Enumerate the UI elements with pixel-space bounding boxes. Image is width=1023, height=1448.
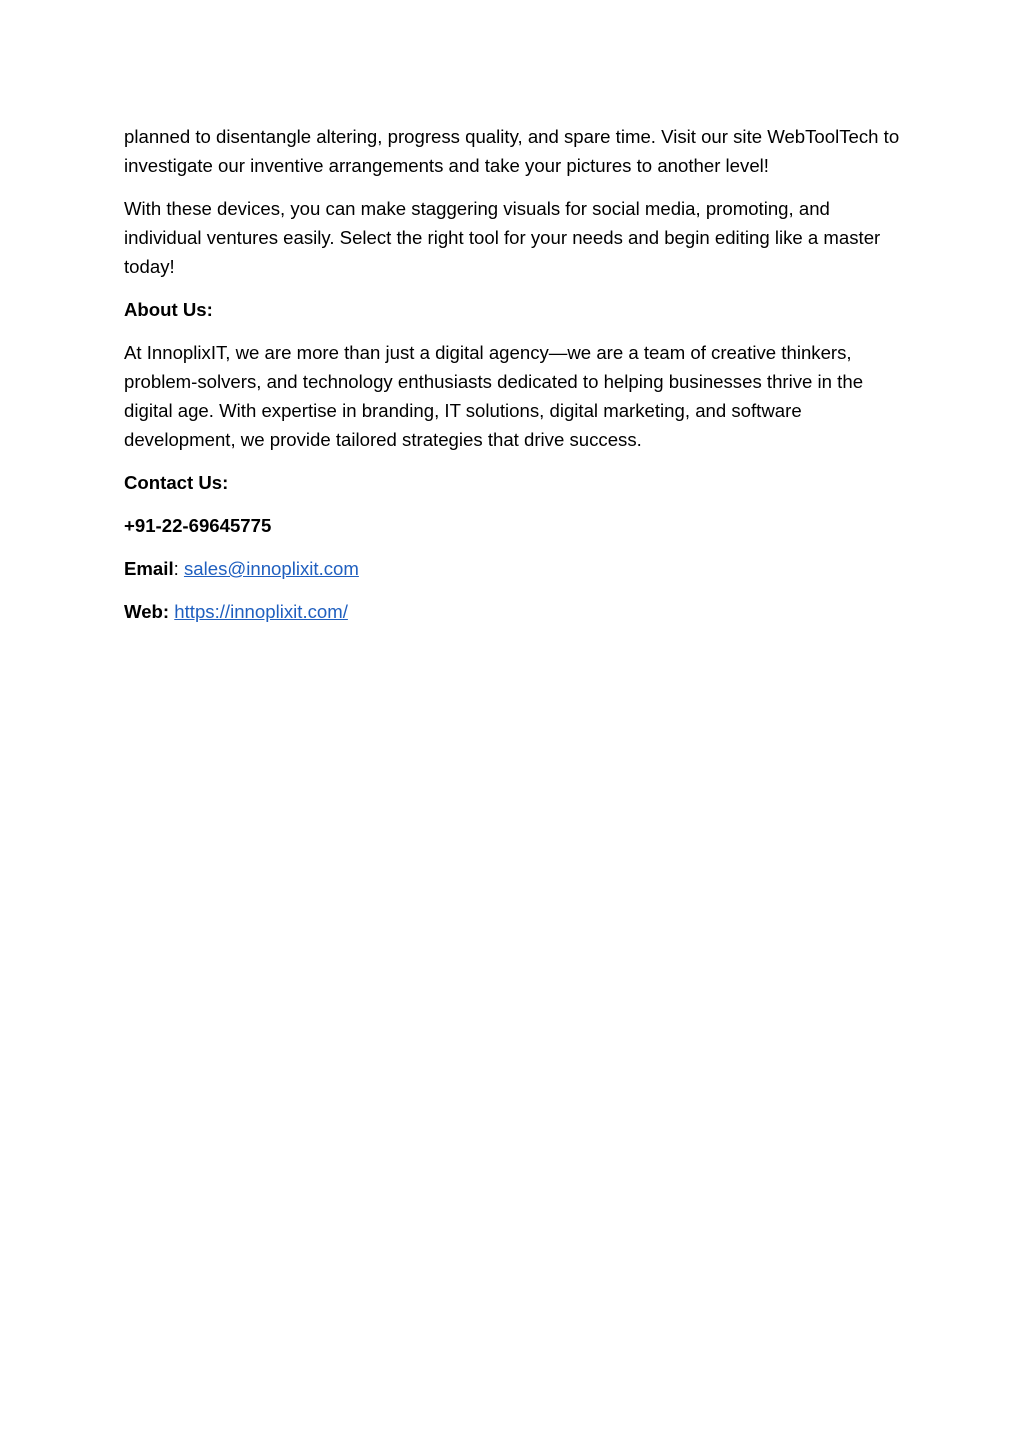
phone-number: +91-22-69645775 xyxy=(124,515,272,536)
email-link[interactable]: sales@innoplixit.com xyxy=(183,558,359,579)
email-separator: : xyxy=(173,558,184,579)
email-line xyxy=(124,554,900,583)
tools-paragraph: With these devices, you can make staggering visuals for social media, promoting, and individual ventures easily. Select the right tool for your needs and begin editing like a master today! xyxy=(124,198,881,277)
intro-paragraph: planned to disentangle altering, progress quality, and spare time. Visit our site WebToolTech to investigate our inventive arrangements and take your pictures to another level! xyxy=(124,126,900,176)
web-link[interactable]: https://innoplixit.com/ xyxy=(174,601,348,622)
web-line xyxy=(124,597,900,626)
web-label: Web: xyxy=(124,601,170,622)
email-label: Email xyxy=(124,558,174,579)
contact-heading: Contact Us: xyxy=(124,472,229,493)
about-paragraph: At InnoplixIT, we are more than just a digital agency—we are a team of creative thinkers, problem-solvers, and technology enthusiasts dedicated to helping businesses thrive in the digital age. With expertise in branding, IT solutions, digital marketing, and software development, we provide tailored strategies that drive success. xyxy=(124,342,864,450)
document-body xyxy=(124,122,900,640)
about-heading: About Us: xyxy=(124,299,213,320)
